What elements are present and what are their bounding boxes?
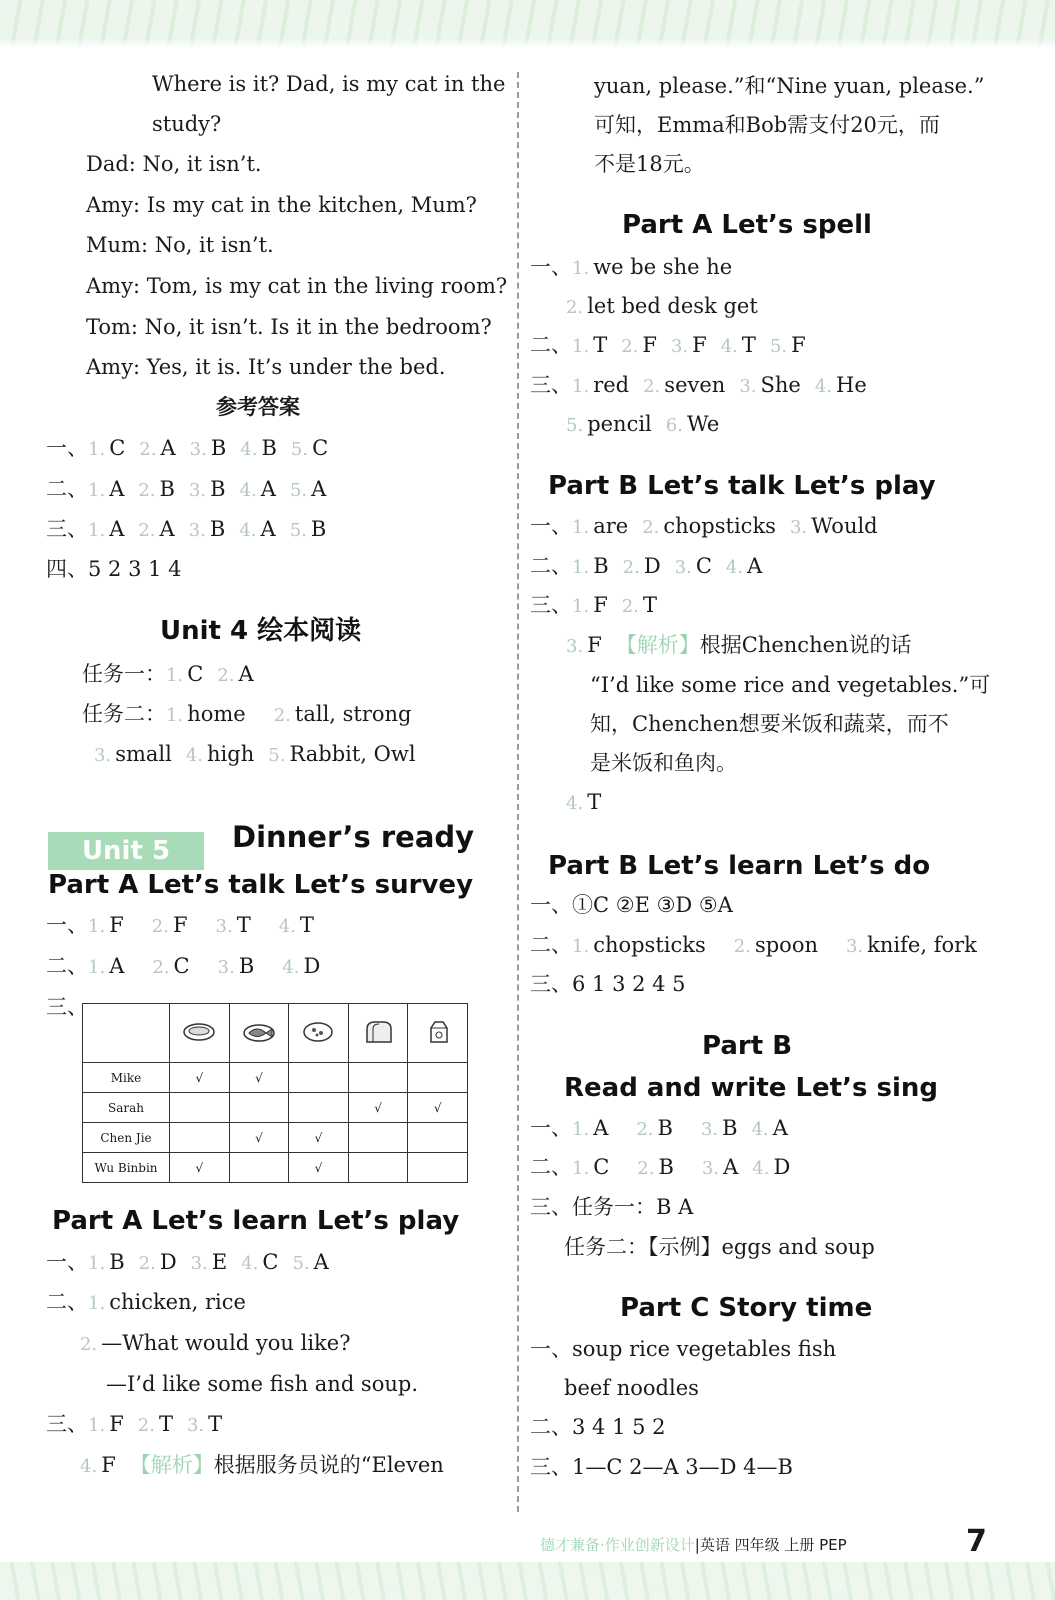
page-footer bbox=[540, 1534, 847, 1555]
task2-row-2: 3. small 4. high 5. Rabbit, Owl bbox=[94, 742, 416, 766]
survey-check: √ bbox=[289, 1153, 349, 1183]
pb-rw-row-1: 一、1. A 2. B 3. B 4. A bbox=[530, 1116, 788, 1140]
pb-talk-title: Part B Let’s talk Let’s play bbox=[548, 471, 936, 501]
dialogue-line: Tom: No, it isn’t. Is it in the bedroom? bbox=[86, 315, 492, 339]
pc-row-3: 三、1—C 2—A 3—D 4—B bbox=[530, 1455, 793, 1479]
survey-name: Wu Binbin bbox=[83, 1153, 170, 1183]
spell-row-3-2: 5. pencil 6. We bbox=[566, 412, 720, 436]
noodles-icon bbox=[289, 1004, 349, 1063]
survey-check: √ bbox=[348, 1093, 408, 1123]
survey-check bbox=[289, 1093, 349, 1123]
pa-talk-title: Part A Let’s talk Let’s survey bbox=[48, 870, 474, 900]
answer-row-3: 三、1. A 2. A 3. B 4. A 5. B bbox=[46, 517, 327, 541]
unit5-title: Dinner’s ready bbox=[232, 820, 475, 854]
answer-row-1: 一、1. C 2. A 3. B 4. B 5. C bbox=[46, 436, 329, 460]
page-number: 7 bbox=[966, 1524, 987, 1559]
survey-check bbox=[408, 1123, 468, 1153]
pa-talk-row-3-label: 三、 bbox=[46, 995, 88, 1019]
task1-row: 任务一：1. C 2. A bbox=[82, 662, 254, 686]
pb-learn-title: Part B Let’s learn Let’s do bbox=[548, 851, 931, 881]
pa-talk-row-2: 二、1. A 2. C 3. B 4. D bbox=[46, 954, 321, 978]
bottom-decorative-band bbox=[0, 1562, 1055, 1600]
pc-row-2: 二、3 4 1 5 2 bbox=[530, 1415, 666, 1439]
survey-check bbox=[170, 1123, 230, 1153]
dialogue-line: Amy: Is my cat in the kitchen, Mum? bbox=[86, 193, 477, 217]
survey-check bbox=[348, 1063, 408, 1093]
survey-check bbox=[408, 1153, 468, 1183]
footer-info: |英语 四年级 上册 PEP bbox=[694, 1536, 847, 1554]
pb-talk-note: 是米饭和鱼肉。 bbox=[590, 751, 737, 775]
survey-check bbox=[408, 1063, 468, 1093]
survey-name: Chen Jie bbox=[83, 1123, 170, 1153]
table-row bbox=[83, 1093, 468, 1123]
survey-check: √ bbox=[170, 1153, 230, 1183]
spell-row-2: 二、1. T 2. F 3. F 4. T 5. F bbox=[530, 333, 806, 357]
pb-talk-row-3-3: 3. F 【解析】根据Chenchen说的话 bbox=[566, 633, 912, 657]
pa-learn-title: Part A Let’s learn Let’s play bbox=[52, 1206, 460, 1236]
pc-title: Part C Story time bbox=[620, 1293, 873, 1323]
spell-title: Part A Let’s spell bbox=[622, 210, 872, 240]
spell-row-1-2: 2. let bed desk get bbox=[566, 294, 758, 318]
milk-icon bbox=[408, 1004, 468, 1063]
pb-rw-subtitle: Read and write Let’s sing bbox=[564, 1073, 938, 1103]
dialogue-line: study? bbox=[152, 112, 222, 136]
column-divider bbox=[517, 72, 519, 1512]
pb-talk-note: 知，Chenchen想要米饭和蔬菜，而不 bbox=[590, 712, 949, 736]
table-row bbox=[83, 1063, 468, 1093]
survey-check: √ bbox=[229, 1063, 289, 1093]
pb-rw-row-3: 三、任务一：B A bbox=[530, 1195, 694, 1219]
spell-row-3: 三、1. red 2. seven 3. She 4. He bbox=[530, 373, 867, 397]
pa-talk-row-1: 一、1. F 2. F 3. T 4. T bbox=[46, 913, 314, 937]
survey-corner-cell bbox=[83, 1004, 170, 1063]
pb-learn-row-2: 二、1. chopsticks 2. spoon 3. knife, fork bbox=[530, 933, 977, 957]
continued-note: yuan, please.”和“Nine yuan, please.” bbox=[594, 74, 985, 98]
spell-row-1: 一、1. we be she he bbox=[530, 255, 733, 279]
continued-note: 可知，Emma和Bob需支付20元，而 bbox=[594, 113, 940, 137]
pb-talk-row-1: 一、1. are 2. chopsticks 3. Would bbox=[530, 514, 878, 538]
survey-name: Sarah bbox=[83, 1093, 170, 1123]
survey-check bbox=[348, 1153, 408, 1183]
pb-learn-row-3: 三、6 1 3 2 4 5 bbox=[530, 972, 686, 996]
task2-row: 任务二：1. home 2. tall, strong bbox=[82, 702, 412, 726]
pb-rw-row-2: 二、1. C 2. B 3. A 4. D bbox=[530, 1155, 791, 1179]
pb-rw-title: Part B bbox=[702, 1031, 793, 1061]
pa-learn-row-3-4: 4. F 【解析】根据服务员说的“Eleven bbox=[80, 1453, 444, 1477]
pa-learn-row-2-3: —I’d like some fish and soup. bbox=[106, 1372, 418, 1396]
pb-rw-row-3-2: 任务二：【示例】eggs and soup bbox=[564, 1235, 875, 1259]
answers-title: 参考答案 bbox=[216, 395, 300, 419]
footer-brand: 德才兼备·作业创新设计 bbox=[540, 1536, 695, 1554]
table-row bbox=[83, 1153, 468, 1183]
dialogue-line: Amy: Tom, is my cat in the living room? bbox=[86, 274, 508, 298]
table-row bbox=[83, 1123, 468, 1153]
pb-talk-note: “I’d like some rice and vegetables.”可 bbox=[590, 673, 991, 697]
survey-check: √ bbox=[289, 1123, 349, 1153]
unit4-title: Unit 4 绘本阅读 bbox=[160, 616, 362, 646]
survey-table bbox=[82, 1003, 468, 1183]
survey-header-row bbox=[83, 1004, 468, 1063]
pb-talk-row-2: 二、1. B 2. D 3. C 4. A bbox=[530, 554, 763, 578]
survey-check: √ bbox=[229, 1123, 289, 1153]
dialogue-line: Mum: No, it isn’t. bbox=[86, 233, 274, 257]
pb-talk-row-3: 三、1. F 2. T bbox=[530, 593, 657, 617]
pa-learn-row-1: 一、1. B 2. D 3. E 4. C 5. A bbox=[46, 1250, 329, 1274]
survey-check bbox=[229, 1153, 289, 1183]
survey-check bbox=[348, 1123, 408, 1153]
soup-icon bbox=[170, 1004, 230, 1063]
survey-check: √ bbox=[170, 1063, 230, 1093]
survey-check bbox=[229, 1093, 289, 1123]
dialogue-line: Amy: Yes, it is. It’s under the bed. bbox=[86, 355, 446, 379]
dialogue-line: Dad: No, it isn’t. bbox=[86, 152, 262, 176]
top-decorative-band bbox=[0, 0, 1055, 48]
answer-row-2: 二、1. A 2. B 3. B 4. A 5. A bbox=[46, 477, 327, 501]
bread-icon bbox=[348, 1004, 408, 1063]
dialogue-line: Where is it? Dad, is my cat in the bbox=[152, 72, 506, 96]
pa-learn-row-3: 三、1. F 2. T 3. T bbox=[46, 1412, 223, 1436]
fish-icon bbox=[229, 1004, 289, 1063]
pa-learn-row-2-2: 2. —What would you like? bbox=[80, 1331, 351, 1355]
survey-check: √ bbox=[408, 1093, 468, 1123]
survey-check bbox=[170, 1093, 230, 1123]
continued-note: 不是18元。 bbox=[594, 152, 705, 176]
pc-row-1-2: beef noodles bbox=[564, 1376, 699, 1400]
pb-talk-row-3-4: 4. T bbox=[566, 790, 602, 814]
survey-name: Mike bbox=[83, 1063, 170, 1093]
answer-row-4: 四、5 2 3 1 4 bbox=[46, 557, 182, 581]
survey-check bbox=[289, 1063, 349, 1093]
pc-row-1: 一、soup rice vegetables fish bbox=[530, 1337, 837, 1361]
pb-learn-row-1: 一、①C ②E ③D ⑤A bbox=[530, 893, 733, 917]
unit5-badge: Unit 5 bbox=[48, 832, 204, 870]
pa-learn-row-2: 二、1. chicken, rice bbox=[46, 1290, 246, 1314]
